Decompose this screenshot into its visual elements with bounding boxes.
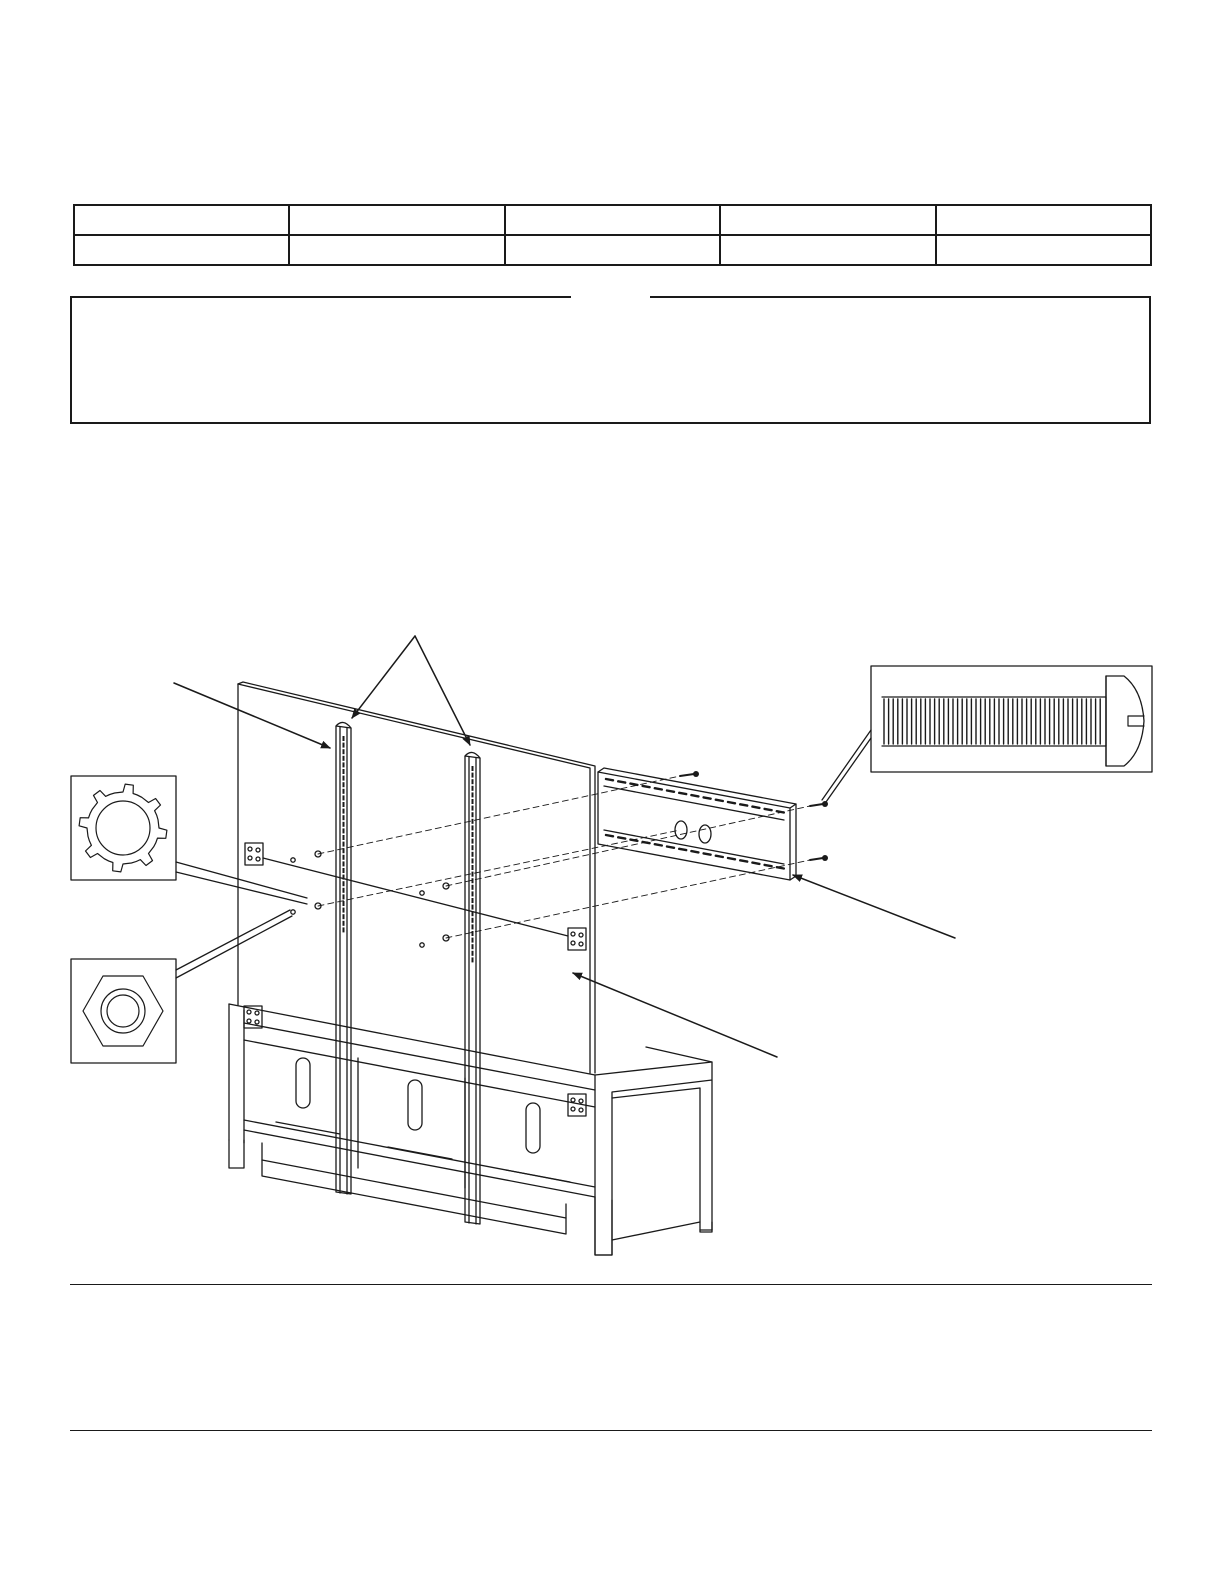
rail-hole <box>343 776 345 781</box>
rail-hole <box>472 858 474 863</box>
mount-slot <box>630 840 637 841</box>
rail-hole <box>343 749 345 754</box>
rail-hole <box>472 839 474 844</box>
mount-slot <box>716 800 723 801</box>
rail-hole <box>343 888 345 893</box>
mount-slot <box>655 788 662 789</box>
glass-bracket-left <box>245 843 263 865</box>
mount-slot <box>728 858 735 859</box>
mount-screws <box>680 771 828 861</box>
screw-callout <box>822 666 1152 802</box>
rail-hole <box>343 736 345 741</box>
rail-hole <box>472 773 474 778</box>
pointer-arrows <box>174 636 955 1057</box>
rail-hole <box>343 881 345 886</box>
rail-hole <box>472 951 474 956</box>
rail-hole <box>343 927 345 932</box>
cabinet-base <box>229 1004 712 1255</box>
mount-slot <box>643 842 650 843</box>
rail-hole <box>343 822 345 827</box>
rail-hole <box>472 819 474 824</box>
rail-hole <box>343 914 345 919</box>
mount-slot <box>704 797 711 798</box>
mount-slot <box>704 853 711 854</box>
mount-slot <box>777 867 784 868</box>
rail-hole <box>343 809 345 814</box>
mount-slot <box>618 781 625 782</box>
rail-hole <box>472 792 474 797</box>
rail-hole <box>343 835 345 840</box>
mount-slot <box>630 784 637 785</box>
rail-hole <box>472 931 474 936</box>
rail-hole <box>472 806 474 811</box>
rail-hole <box>343 762 345 767</box>
mount-slot <box>765 809 772 810</box>
mount-slot <box>667 791 674 792</box>
mount-slot <box>606 779 613 780</box>
glass-panel <box>238 682 595 1073</box>
rail-hole <box>472 918 474 923</box>
mount-slot <box>740 804 747 805</box>
mount-slot <box>777 811 784 812</box>
section-divider <box>70 1430 1152 1431</box>
rail-hole <box>472 779 474 784</box>
mount-slot <box>655 844 662 845</box>
mount-slot <box>643 786 650 787</box>
rail-hole <box>343 782 345 787</box>
mount-slot <box>752 807 759 808</box>
rail-hole <box>343 921 345 926</box>
rail-hole <box>472 845 474 850</box>
rail-hole <box>343 828 345 833</box>
rail-hole <box>343 901 345 906</box>
mount-slot <box>679 793 686 794</box>
rail-hole <box>472 898 474 903</box>
bracket-connector-line <box>263 858 568 936</box>
rail-hole <box>472 885 474 890</box>
rail-hole <box>343 802 345 807</box>
rail-hole <box>472 905 474 910</box>
mount-slot <box>667 847 674 848</box>
rail-hole <box>472 878 474 883</box>
rail-hole <box>472 924 474 929</box>
rail-hole <box>472 812 474 817</box>
rail-hole <box>472 872 474 877</box>
rail-hole <box>343 795 345 800</box>
mount-slot <box>691 851 698 852</box>
rail-hole <box>472 938 474 943</box>
rail-hole <box>343 908 345 913</box>
mount-bracket <box>598 768 796 880</box>
section-divider <box>70 1284 1152 1285</box>
rail-hole <box>343 756 345 761</box>
mount-slot <box>752 863 759 864</box>
rail-hole <box>343 789 345 794</box>
mount-slot <box>765 865 772 866</box>
rail-hole <box>343 842 345 847</box>
alignment-dashed-lines <box>318 776 810 938</box>
mount-slot <box>618 837 625 838</box>
mount-slot <box>716 856 723 857</box>
rail-holes <box>343 736 474 962</box>
rail-hole <box>472 957 474 962</box>
rail-hole <box>343 743 345 748</box>
glass-bracket-right <box>568 928 586 950</box>
rail-hole <box>343 769 345 774</box>
rail-hole <box>343 861 345 866</box>
mount-bracket-slots <box>606 779 784 869</box>
rail-hole <box>343 855 345 860</box>
rail-hole <box>472 865 474 870</box>
rail-hole <box>343 868 345 873</box>
rail-hole <box>472 832 474 837</box>
rail-hole <box>343 894 345 899</box>
hex-nut-callout <box>71 910 292 1063</box>
mount-slot <box>728 802 735 803</box>
mount-slot <box>606 835 613 836</box>
mount-slot <box>691 795 698 796</box>
rail-hole <box>472 891 474 896</box>
rail-hole <box>472 852 474 857</box>
rail-hole <box>472 944 474 949</box>
rail-hole <box>472 825 474 830</box>
rail-hole <box>343 815 345 820</box>
mount-slot <box>679 849 686 850</box>
rail-hole <box>472 786 474 791</box>
rail-hole <box>472 766 474 771</box>
lock-washer-callout <box>71 776 307 904</box>
mount-slot <box>740 860 747 861</box>
rail-hole <box>472 799 474 804</box>
